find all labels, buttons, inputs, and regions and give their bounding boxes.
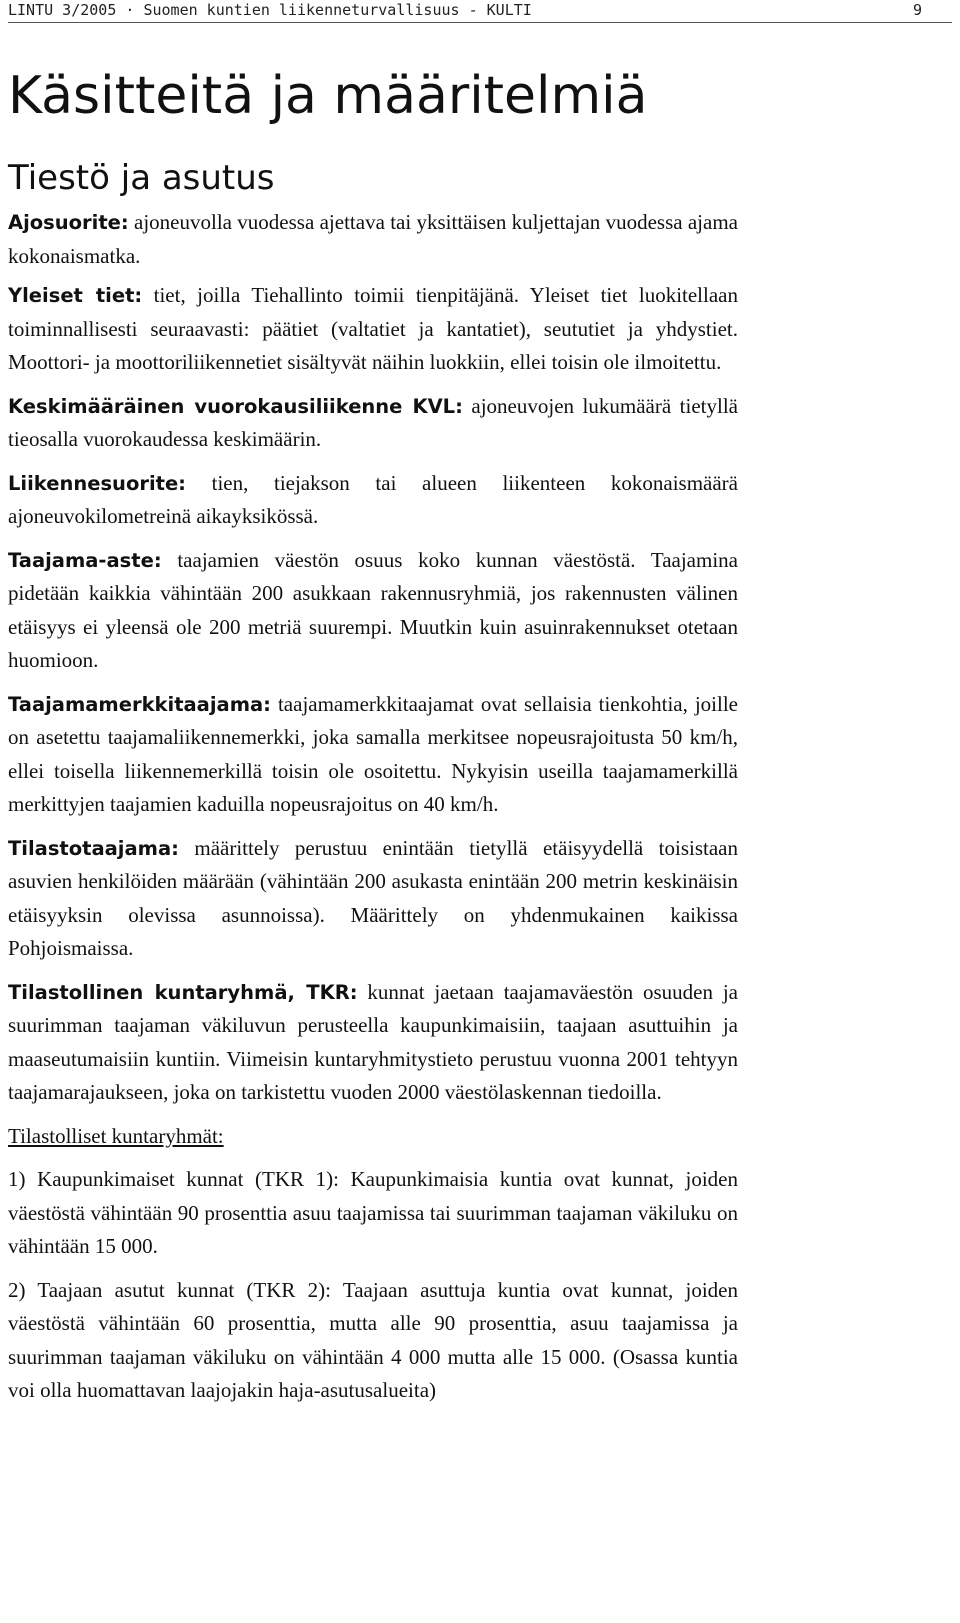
definition-term: Taajama-aste: (8, 548, 162, 572)
definition-text: ajoneuvojen lukumäärä tietyllä tieosalla vuorokaudessa keskimäärin. (8, 393, 739, 451)
definition-term: Yleiset tiet: (8, 284, 143, 307)
definition-taajama-aste (8, 544, 738, 678)
definition-text: määrittely perustuu enintään tietyllä etäisyydellä toisistaan asuvien henkilöiden määrään (vähintään 200 asukasta enintään 200 metrin keskinäisin etäisyyksin olevissa asunnoissa). Määrittely on yhdenmukainen kaikissa Pohjoismaissa. (8, 835, 739, 960)
definition-term: Taajamamerkkitaajama: (8, 692, 271, 716)
group-tkr-2: 2) Taajaan asutut kunnat (TKR 2): Taajaan asuttuja kuntia ovat kunnat, joiden väestöstä vähintään 60 prosenttia, mutta alle 90 prosenttia, asuu taajamissa ja suurimman taajaman väkiluku on vähintään 4 000 mutta alle 15 000. (Osassa kuntia voi olla huomattavan laajojakin haja-asutusalueita) (8, 1277, 738, 1402)
header-page-number: 9 (912, 1, 922, 19)
definition-text: ajoneuvolla vuodessa ajettava tai yksittäisen kuljettajan vuodessa ajama kokonaismatka. (8, 210, 738, 268)
section-title: Tiestö ja asutus (8, 158, 275, 198)
definition-yleiset-tiet (8, 279, 738, 380)
page-body (8, 60, 738, 1408)
definition-term: Liikennesuorite: (8, 471, 186, 495)
definition-term: Tilastotaajama: (8, 836, 179, 860)
definition-term: Ajosuorite: (8, 211, 129, 234)
definition-tkr (8, 976, 738, 1110)
definition-taajamamerkkitaajama (8, 688, 738, 822)
running-header (8, 0, 952, 23)
definition-text: tien, tiejakson tai alueen liikenteen kokonaismäärä ajoneuvokilometreinä aikayksikössä. (8, 470, 738, 528)
definition-text: taajamamerkkitaajamat ovat sellaisia tienkohtia, joille on asetettu taajamaliikennemerkki, joka samalla merkitsee nopeusrajoitusta 50 km/h, ellei toisella liikennemerkillä toisin ole osoitettu. Nykyisin useilla taajamamerkillä merkittyjen taajamien kaduilla nopeusrajoitus on 40 km/h. (8, 691, 738, 816)
page-title: Käsitteitä ja määritelmiä (8, 66, 648, 126)
definition-text: kunnat jaetaan taajamaväestön osuuden ja suurimman taajaman väkiluvun perusteella kaupunkimaisiin, taajaan asuttuihin ja maaseutumaisiin kuntiin. Viimeisin kuntaryhmitystieto perustuu vuonna 2001 tehtyyn taajamarajaukseen, joka on tarkistettu vuoden 2000 väestölaskennan tiedoilla. (8, 979, 739, 1104)
definition-text: taajamien väestön osuus koko kunnan väestöstä. Taajamina pidetään kaikkia vähintään 200 asukkaan rakennusryhmiä, jos rakennusten välinen etäisyys ei yleensä ole 200 metriä suurempi. Muutkin kuin asuinrakennukset otetaan huomioon. (8, 547, 738, 672)
subheading-text: Tilastolliset kuntaryhmät: (8, 1123, 224, 1148)
group-tkr-1: 1) Kaupunkimaiset kunnat (TKR 1): Kaupunkimaisia kuntia ovat kunnat, joiden väestöstä vähintään 90 prosenttia asuu taajamissa tai suurimman taajaman väkiluku on vähintään 15 000. (8, 1167, 738, 1258)
definition-term: Tilastollinen kuntaryhmä, TKR: (8, 980, 358, 1004)
definition-term: Keskimääräinen vuorokausiliikenne KVL: (8, 394, 463, 418)
definition-kvl (8, 390, 738, 457)
definition-tilastotaajama (8, 832, 738, 966)
definition-liikennesuorite (8, 467, 738, 534)
subheading (8, 1120, 738, 1154)
definition-ajosuorite (8, 206, 738, 273)
header-publication: LINTU 3/2005 · Suomen kuntien liikenneturvallisuus - KULTI (8, 1, 532, 19)
definition-text: tiet, joilla Tiehallinto toimii tienpitäjänä. Yleiset tiet luokitellaan toiminnallisesti seuraavasti: päätiet (valtatiet ja kantatiet), seututiet ja yhdystiet. Moottori- ja moottoriliikennetiet sisältyvät näihin luokkiin, ellei toisin ole ilmoitettu. (8, 283, 738, 374)
